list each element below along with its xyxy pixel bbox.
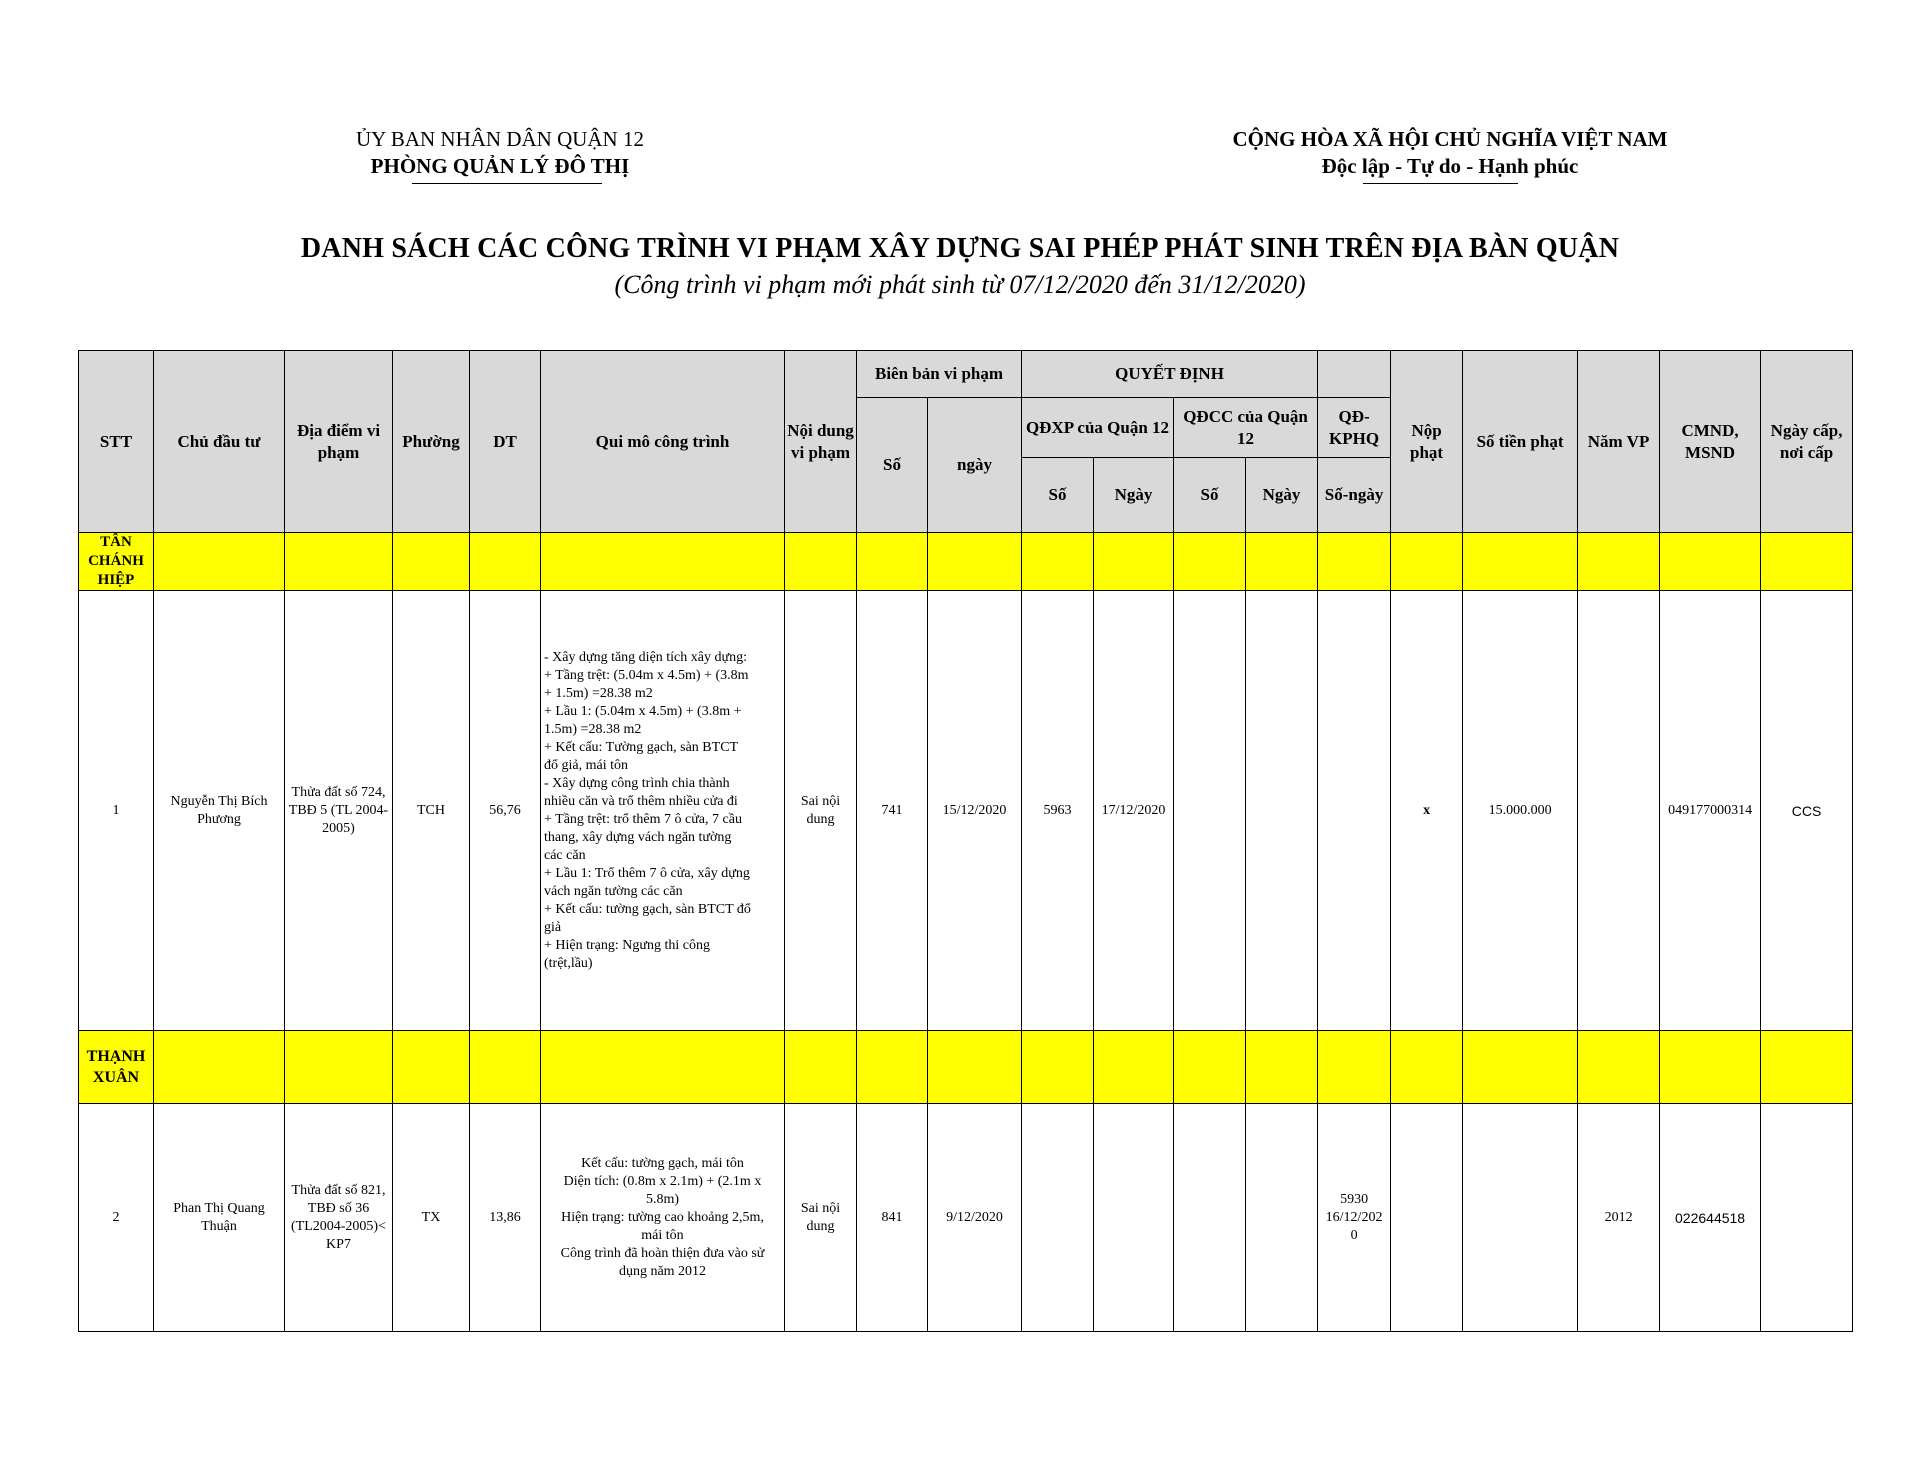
scope-line: Hiện trạng: tường cao khoảng 2,5m,	[561, 1209, 764, 1225]
cell-content: Sai nội dung	[785, 591, 857, 1031]
scope-line: thang, xây dựng vách ngăn tường	[544, 829, 732, 845]
agency-header	[330, 126, 670, 180]
cell-scope	[541, 591, 785, 1031]
cell-ward: TCH	[393, 591, 470, 1031]
cell-year	[1578, 591, 1660, 1031]
cell-kphq	[1318, 1104, 1391, 1332]
cell-qdcc-date	[1246, 591, 1318, 1031]
cell-report-no: 741	[857, 591, 928, 1031]
col-area-header: DT	[470, 351, 541, 533]
violations-table	[78, 350, 1853, 1332]
cell-stt: 2	[79, 1104, 154, 1332]
scope-line: nhiều căn và trổ thêm nhiều cửa đi	[544, 793, 738, 809]
col-stt-header: STT	[79, 351, 154, 533]
cell-year: 2012	[1578, 1104, 1660, 1332]
scope-line: + Tầng trệt: (5.04m x 4.5m) + (3.8m	[544, 667, 749, 683]
col-report-no-header: Số	[857, 398, 928, 533]
header-row-1	[79, 351, 1853, 398]
cell-stt: 1	[79, 591, 154, 1031]
scope-line: 5.8m)	[645, 1191, 680, 1207]
scope-line: + Kết cấu: tường gạch, sàn BTCT đổ	[544, 901, 751, 917]
cell-qdxp-date	[1094, 1104, 1174, 1332]
col-qdxp-no-header: Số	[1022, 458, 1094, 533]
cell-qdxp-no: 5963	[1022, 591, 1094, 1031]
cell-content: Sai nội dung	[785, 1104, 857, 1332]
col-id-header: CMND, MSND	[1660, 351, 1761, 533]
kphq-line: 0	[1350, 1227, 1358, 1243]
kphq-group-header: QĐ-KPHQ	[1318, 398, 1391, 458]
scope-line: đổ giả, mái tôn	[544, 757, 628, 773]
scope-line: 1.5m) =28.38 m2	[544, 721, 642, 737]
col-year-header: Năm VP	[1578, 351, 1660, 533]
report-group-header: Biên bản vi phạm	[857, 351, 1022, 398]
col-qdcc-no-header: Số	[1174, 458, 1246, 533]
cell-paid: x	[1391, 591, 1463, 1031]
col-location-header: Địa điểm vi phạm	[285, 351, 393, 533]
section-row-thanh-xuan	[79, 1031, 1853, 1104]
scope-line: - Xây dựng công trình chia thành	[544, 775, 730, 791]
scope-line: giả	[544, 919, 562, 935]
scope-line: - Xây dựng tăng diện tích xây dựng:	[544, 649, 747, 665]
cell-location: Thửa đất số 821, TBĐ số 36 (TL2004-2005)< KP7	[285, 1104, 393, 1332]
decision-group-header: QUYẾT ĐỊNH	[1022, 351, 1318, 398]
cell-fine: 15.000.000	[1463, 591, 1578, 1031]
table-row	[79, 1104, 1853, 1332]
agency-name: ỦY BAN NHÂN DÂN QUẬN 12	[356, 127, 644, 151]
scope-line: + Hiện trạng: Ngưng thi công	[544, 937, 710, 953]
scope-line: các căn	[544, 847, 586, 863]
cell-ward: TX	[393, 1104, 470, 1332]
national-motto: Độc lập - Tự do - Hạnh phúc	[1321, 154, 1579, 178]
scope-line: Diện tích: (0.8m x 2.1m) + (2.1m x	[563, 1173, 762, 1189]
section-name: THẠNH XUÂN	[79, 1031, 154, 1104]
section-row-tan-chanh-hiep	[79, 533, 1853, 591]
national-header	[1190, 126, 1710, 180]
document-title: DANH SÁCH CÁC CÔNG TRÌNH VI PHẠM XÂY DỰNG SAI PHÉP PHÁT SINH TRÊN ĐỊA BÀN QUẬN	[300, 233, 1620, 264]
document-subtitle: (Công trình vi phạm mới phát sinh từ 07/12/2020 đến 31/12/2020)	[614, 270, 1306, 299]
cell-id: 022644518	[1660, 1104, 1761, 1332]
cell-issue: CCS	[1761, 591, 1853, 1031]
cell-qdxp-date: 17/12/2020	[1094, 591, 1174, 1031]
kphq-blank-header	[1318, 351, 1391, 398]
scope-line: + Lầu 1: Trổ thêm 7 ô cửa, xây dựng	[544, 865, 750, 881]
col-qdxp-date-header: Ngày	[1094, 458, 1174, 533]
scope-line: + Lầu 1: (5.04m x 4.5m) + (3.8m +	[544, 703, 742, 719]
cell-qdxp-no	[1022, 1104, 1094, 1332]
cell-report-no: 841	[857, 1104, 928, 1332]
scope-line: (trệt,lầu)	[544, 955, 593, 971]
motto-underline	[1363, 183, 1518, 184]
cell-fine	[1463, 1104, 1578, 1332]
col-scope-header: Qui mô công trình	[541, 351, 785, 533]
section-name: TÂN CHÁNH HIỆP	[79, 533, 154, 591]
col-ward-header: Phường	[393, 351, 470, 533]
cell-id: 049177000314	[1660, 591, 1761, 1031]
cell-owner: Phan Thị Quang Thuận	[154, 1104, 285, 1332]
kphq-line: 5930	[1340, 1191, 1369, 1207]
scope-line: + 1.5m) =28.38 m2	[544, 685, 653, 701]
qdcc-group-header: QĐCC của Quận 12	[1174, 398, 1318, 458]
cell-area: 56,76	[470, 591, 541, 1031]
cell-report-date: 15/12/2020	[928, 591, 1022, 1031]
kphq-line: 16/12/202	[1325, 1209, 1383, 1225]
agency-underline	[412, 183, 602, 184]
scope-line: + Kết cấu: Tường gạch, sàn BTCT	[544, 739, 739, 755]
table-row	[79, 591, 1853, 1031]
cell-scope	[541, 1104, 785, 1332]
cell-report-date: 9/12/2020	[928, 1104, 1022, 1332]
col-owner-header: Chủ đầu tư	[154, 351, 285, 533]
cell-kphq	[1318, 591, 1391, 1031]
cell-qdcc-no	[1174, 1104, 1246, 1332]
scope-line: Kết cấu: tường gạch, mái tôn	[581, 1155, 744, 1171]
department-name: PHÒNG QUẢN LÝ ĐÔ THỊ	[370, 154, 630, 178]
col-issue-header: Ngày cấp, nơi cấp	[1761, 351, 1853, 533]
national-name: CỘNG HÒA XÃ HỘI CHỦ NGHĨA VIỆT NAM	[1232, 127, 1668, 151]
cell-owner: Nguyễn Thị Bích Phương	[154, 591, 285, 1031]
cell-paid	[1391, 1104, 1463, 1332]
cell-qdcc-date	[1246, 1104, 1318, 1332]
scope-line: dụng năm 2012	[618, 1263, 707, 1279]
qdxp-group-header: QĐXP của Quận 12	[1022, 398, 1174, 458]
cell-issue	[1761, 1104, 1853, 1332]
cell-location: Thửa đất số 724, TBĐ 5 (TL 2004-2005)	[285, 591, 393, 1031]
col-kphq-header: Số-ngày	[1318, 458, 1391, 533]
col-qdcc-date-header: Ngày	[1246, 458, 1318, 533]
cell-qdcc-no	[1174, 591, 1246, 1031]
col-report-date-header: ngày	[928, 398, 1022, 533]
scope-line: Công trình đã hoàn thiện đưa vào sử	[560, 1245, 765, 1261]
col-fine-header: Số tiền phạt	[1463, 351, 1578, 533]
scope-line: mái tôn	[641, 1227, 684, 1243]
scope-line: vách ngăn tường các căn	[544, 883, 683, 899]
col-paid-header: Nộp phạt	[1391, 351, 1463, 533]
cell-area: 13,86	[470, 1104, 541, 1332]
scope-line: + Tầng trệt: trổ thêm 7 ô cửa, 7 cầu	[544, 811, 742, 827]
col-content-header: Nội dung vi phạm	[785, 351, 857, 533]
